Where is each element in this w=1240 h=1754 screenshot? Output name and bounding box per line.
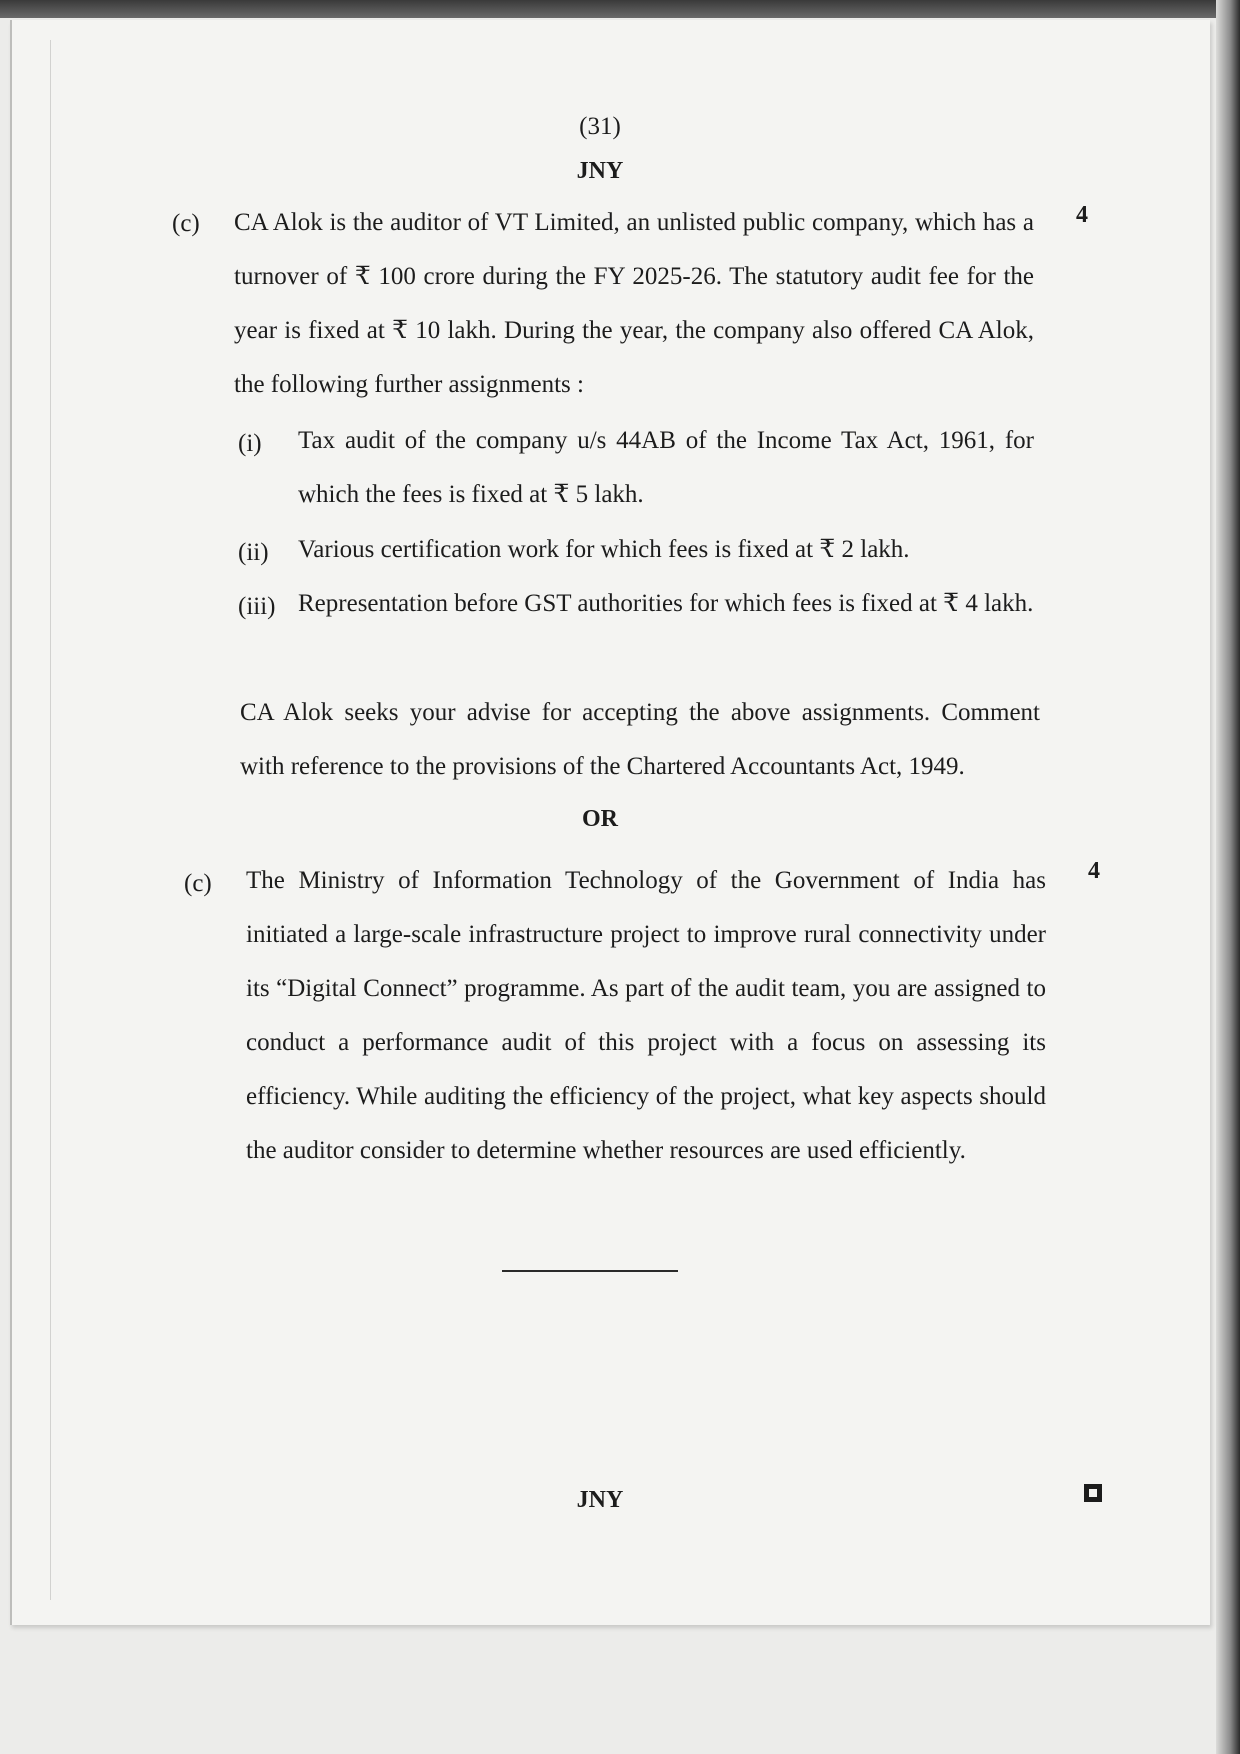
paper-code-footer: JNY: [576, 1487, 624, 1513]
question-text: CA Alok is the auditor of VT Limited, an unlisted public company, which has a turnover of ₹ 100 crore during the FY 2025-26. The statutory audit fee for the year is fixed at ₹ 10 lakh. During the year, the company also offered CA Alok, the following further assignments :: [234, 209, 1034, 398]
question-marks: 4: [1076, 202, 1088, 228]
question-label: (c): [172, 210, 200, 237]
sub-item-label-ii: (ii): [238, 539, 269, 566]
sub-item-text-i: Tax audit of the company u/s 44AB of the Income Tax Act, 1961, for which the fees is fixed at ₹ 5 lakh.: [298, 427, 1034, 508]
paper-code-header: JNY: [576, 158, 624, 184]
stop-square-icon: [1084, 1484, 1102, 1502]
sub-item-text-iii: Representation before GST authorities for which fees is fixed at ₹ 4 lakh.: [298, 590, 1034, 617]
sub-item-label-i: (i): [238, 430, 262, 457]
page-number: (31): [579, 113, 621, 140]
sub-item-text-ii: Various certification work for which fees is fixed at ₹ 2 lakh.: [298, 536, 910, 563]
scan-border-top: [0, 0, 1240, 18]
question-closing-text: CA Alok seeks your advise for accepting the above assignments. Comment with reference to the provisions of the Chartered Accountants Act, 1949.: [240, 699, 1040, 780]
scan-border-right: [1216, 0, 1240, 1754]
question-label-alt: (c): [184, 870, 212, 897]
sub-item-label-iii: (iii): [238, 593, 276, 620]
question-text-alt: The Ministry of Information Technology of the Government of India has initiated a large-scale infrastructure project to improve rural connectivity under its “Digital Connect” programme. As part of the audit team, you are assigned to conduct a performance audit of this project with a focus on assessing its efficiency. While auditing the efficiency of the project, what key aspects should the auditor consider to determine whether resources are used efficiently.: [246, 867, 1046, 1164]
end-rule: [502, 1270, 678, 1272]
question-marks-alt: 4: [1088, 858, 1100, 884]
or-separator: OR: [582, 806, 618, 832]
